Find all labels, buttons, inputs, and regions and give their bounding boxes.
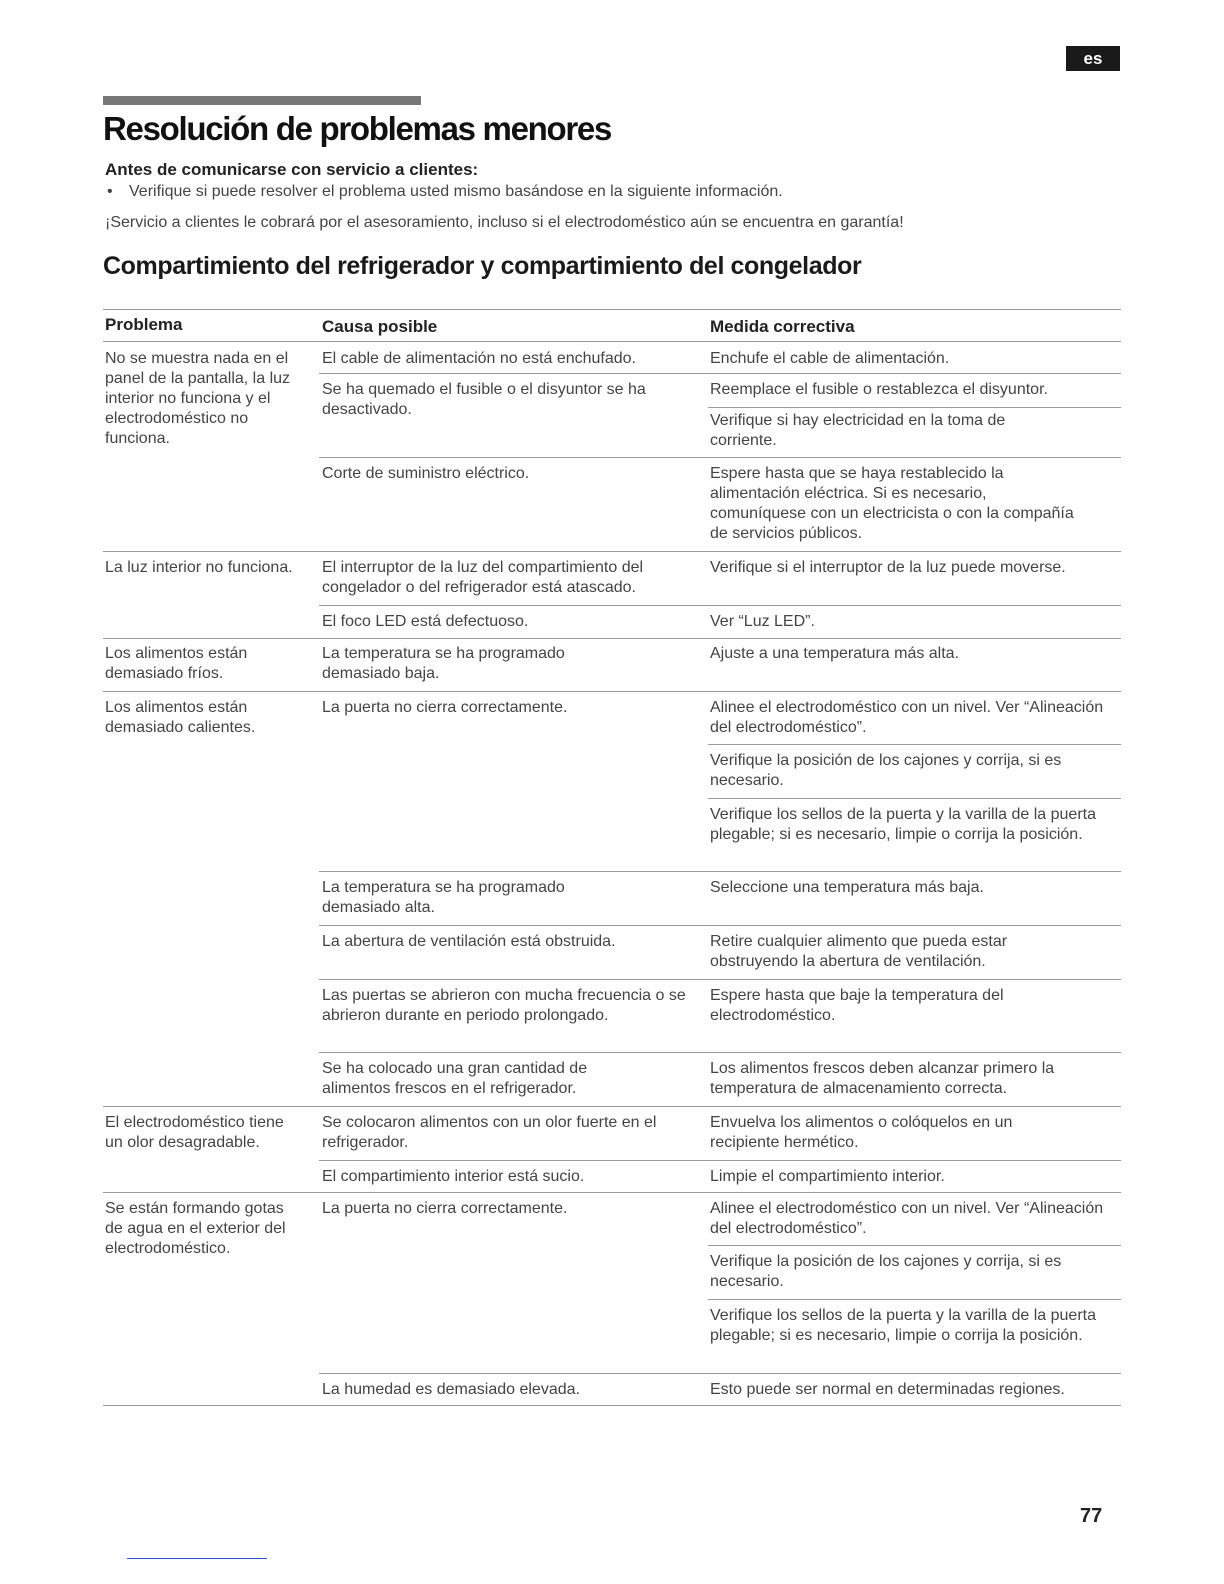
cause-cell: El interruptor de la luz del compartimiento del congelador o del refrigerador está atascado. (322, 559, 644, 596)
remedy-cell: Espere hasta que se haya restablecido la alimentación eléctrica. Si es necesario, comuníquese con un electricista o con la compañía de servicios públicos. (710, 465, 1074, 542)
row-divider (319, 605, 1121, 606)
bullet-text: Verifique si puede resolver el problema usted mismo basándose en la siguiente información. (129, 183, 783, 200)
problem-cell: Se están formando gotas de agua en el exterior del electrodoméstico. (105, 1200, 286, 1257)
footer-line (127, 1558, 267, 1559)
row-divider (319, 925, 1121, 926)
remedy-cell: Seleccione una temperatura más baja. (710, 879, 984, 896)
section-title: Compartimiento del refrigerador y compartimiento del congelador (103, 252, 862, 280)
row-divider (708, 1299, 1121, 1300)
problem-cell: Los alimentos están demasiado fríos. (105, 645, 248, 682)
remedy-cell: Reemplace el fusible o restablezca el disyuntor. (710, 381, 1048, 398)
remedy-cell: Verifique los sellos de la puerta y la varilla de la puerta plegable; si es necesario, limpie o corrija la posición. (710, 1307, 1096, 1344)
remedy-cell: Verifique la posición de los cajones y corrija, si es necesario. (710, 752, 1062, 789)
header-cause: Causa posible (322, 317, 438, 336)
remedy-cell: Verifique si hay electricidad en la toma de corriente. (710, 412, 1006, 449)
table-top-rule (103, 309, 1121, 310)
row-divider (103, 551, 1121, 552)
row-divider (103, 638, 1121, 639)
row-divider (708, 407, 1121, 408)
remedy-cell: Enchufe el cable de alimentación. (710, 350, 950, 367)
row-divider (103, 1106, 1121, 1107)
remedy-cell: Verifique los sellos de la puerta y la varilla de la puerta plegable; si es necesario, limpie o corrija la posición. (710, 806, 1096, 843)
cause-cell: La puerta no cierra correctamente. (322, 1200, 568, 1217)
row-divider (103, 1192, 1121, 1193)
remedy-cell: Retire cualquier alimento que pueda estar obstruyendo la abertura de ventilación. (710, 933, 1008, 970)
warranty-note: ¡Servicio a clientes le cobrará por el asesoramiento, incluso si el electrodoméstico aún se encuentra en garantía! (105, 214, 904, 231)
language-badge: es (1066, 46, 1120, 71)
cause-cell: Se ha quemado el fusible o el disyuntor se ha desactivado. (322, 381, 646, 418)
cause-cell: El foco LED está defectuoso. (322, 613, 529, 630)
header-rule (103, 341, 1121, 342)
row-divider (103, 691, 1121, 692)
remedy-cell: Ver “Luz LED”. (710, 613, 815, 630)
remedy-cell: Limpie el compartimiento interior. (710, 1168, 945, 1185)
cause-cell: El cable de alimentación no está enchufado. (322, 350, 636, 367)
row-divider (319, 871, 1121, 872)
row-divider (319, 1373, 1121, 1374)
problem-cell: La luz interior no funciona. (105, 559, 293, 576)
header-remedy: Medida correctiva (710, 317, 855, 336)
row-divider (319, 457, 1121, 458)
problem-cell: No se muestra nada en el panel de la pantalla, la luz interior no funciona y el electrodoméstico no funciona. (105, 350, 291, 447)
bullet-item (107, 183, 783, 201)
remedy-cell: Verifique si el interruptor de la luz puede moverse. (710, 559, 1066, 576)
page-title: Resolución de problemas menores (103, 110, 612, 147)
row-divider (319, 373, 1121, 374)
problem-cell: Los alimentos están demasiado calientes. (105, 699, 256, 736)
cause-cell: Corte de suministro eléctrico. (322, 465, 530, 482)
row-divider (319, 1160, 1121, 1161)
remedy-cell: Espere hasta que baje la temperatura del electrodoméstico. (710, 987, 1004, 1024)
row-divider (708, 798, 1121, 799)
cause-cell: El compartimiento interior está sucio. (322, 1168, 585, 1185)
remedy-cell: Ajuste a una temperatura más alta. (710, 645, 960, 662)
cause-cell: La abertura de ventilación está obstruida. (322, 933, 616, 950)
cause-cell: Las puertas se abrieron con mucha frecuencia o se abrieron durante en periodo prolongado. (322, 987, 686, 1024)
cause-cell: La humedad es demasiado elevada. (322, 1381, 580, 1398)
remedy-cell: Envuelva los alimentos o colóquelos en un recipiente hermético. (710, 1114, 1013, 1151)
before-contact-heading: Antes de comunicarse con servicio a clientes: (105, 160, 479, 179)
row-divider (319, 979, 1121, 980)
remedy-cell: Los alimentos frescos deben alcanzar primero la temperatura de almacenamiento correcta. (710, 1060, 1055, 1097)
remedy-cell: Alinee el electrodoméstico con un nivel. Ver “Alineación del electrodoméstico”. (710, 699, 1104, 736)
remedy-cell: Verifique la posición de los cajones y corrija, si es necesario. (710, 1253, 1062, 1290)
row-divider (708, 1245, 1121, 1246)
problem-cell: El electrodoméstico tiene un olor desagradable. (105, 1114, 284, 1151)
row-divider (319, 1052, 1121, 1053)
table-bottom-rule (103, 1405, 1121, 1406)
remedy-cell: Alinee el electrodoméstico con un nivel. Ver “Alineación del electrodoméstico”. (710, 1200, 1104, 1237)
cause-cell: Se colocaron alimentos con un olor fuerte en el refrigerador. (322, 1114, 657, 1151)
remedy-cell: Esto puede ser normal en determinadas regiones. (710, 1381, 1065, 1398)
header-problem: Problema (105, 315, 183, 334)
cause-cell: La temperatura se ha programado demasiado alta. (322, 879, 565, 916)
title-rule (103, 96, 421, 105)
cause-cell: Se ha colocado una gran cantidad de alimentos frescos en el refrigerador. (322, 1060, 588, 1097)
cause-cell: La puerta no cierra correctamente. (322, 699, 568, 716)
row-divider (708, 744, 1121, 745)
cause-cell: La temperatura se ha programado demasiado baja. (322, 645, 565, 682)
page-number: 77 (1080, 1505, 1103, 1527)
bullet-dot-icon: • (107, 183, 113, 200)
